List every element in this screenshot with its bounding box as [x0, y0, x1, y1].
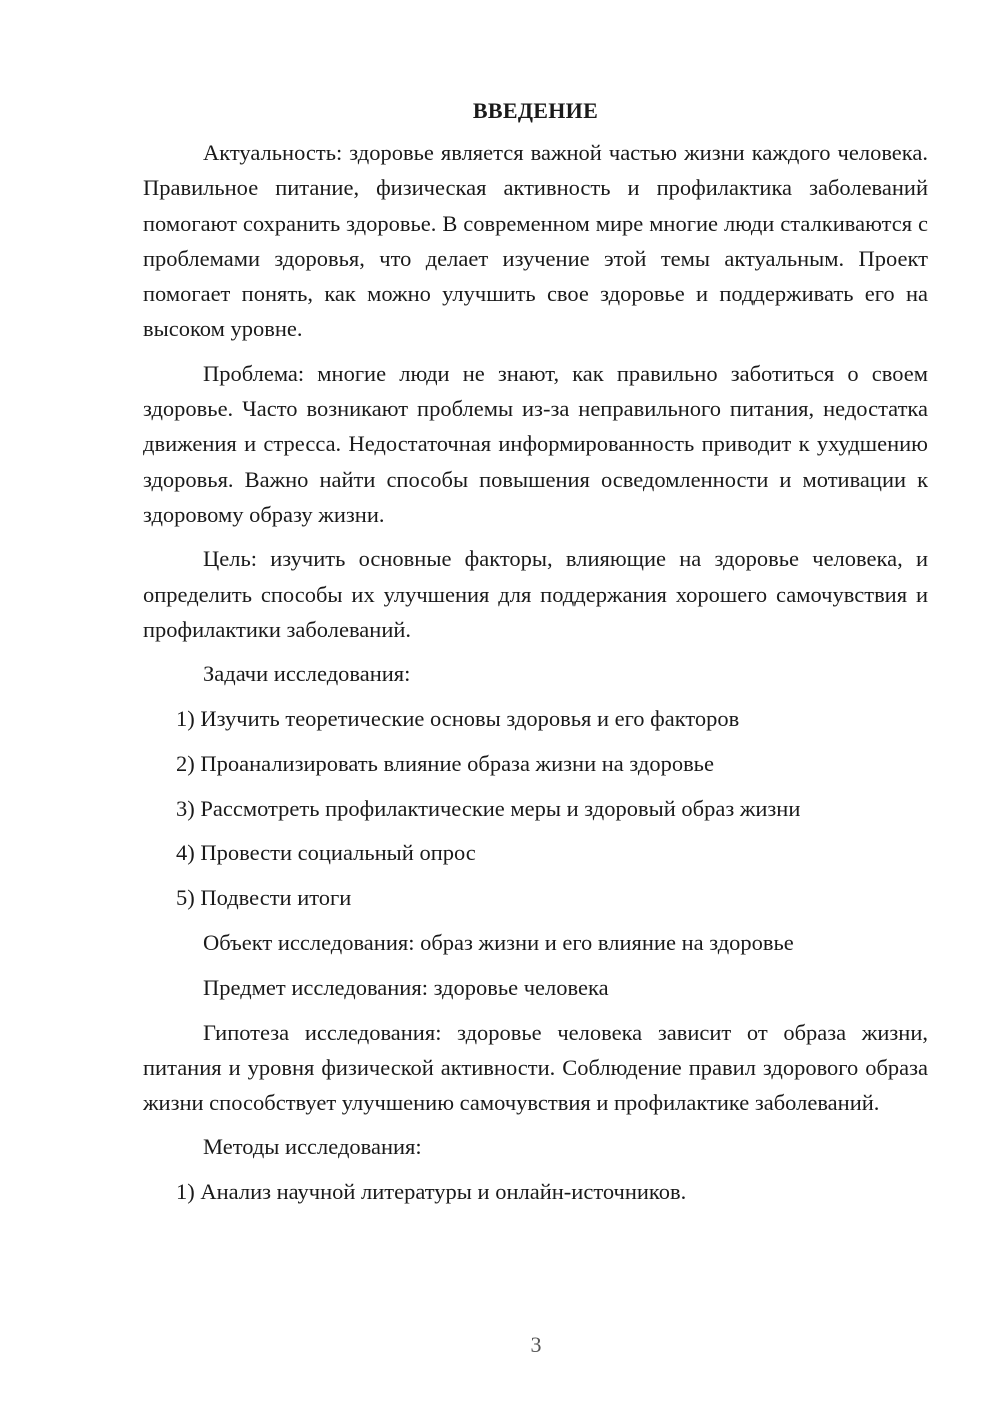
goal-paragraph: Цель: изучить основные факторы, влияющие на здоровье человека, и определить способы их улучшения для поддержания хорошего самочувствия и профилактики заболеваний.	[143, 546, 928, 642]
methods-heading: Методы исследования:	[203, 1134, 422, 1160]
page-number: 3	[530, 1332, 542, 1357]
object-line: Объект исследования: образ жизни и его влияние на здоровье	[203, 929, 794, 955]
task-item-5: 5) Подвести итоги	[176, 885, 352, 911]
task-item-4: 4) Провести социальный опрос	[176, 840, 476, 866]
section-title: ВВЕДЕНИЕ	[472, 98, 599, 123]
method-item-1: 1) Анализ научной литературы и онлайн-источников.	[176, 1179, 687, 1205]
subject-line: Предмет исследования: здоровье человека	[203, 974, 609, 1000]
task-item-1: 1) Изучить теоретические основы здоровья и его факторов	[176, 705, 740, 731]
hypothesis-paragraph: Гипотеза исследования: здоровье человека зависит от образа жизни, питания и уровня физической активности. Соблюдение правил здорового образа жизни способствует улучшению самочувствия и профилактике заболеваний.	[143, 1019, 928, 1116]
relevance-paragraph: Актуальность: здоровье является важной частью жизни каждого человека. Правильное питание, физическая активность и профилактика заболеваний помогают сохранить здоровье. В современном мире многие люди сталкиваются с проблемами здоровья, что делает изучение этой темы актуальным. Проект помогает понять, как можно улучшить свое здоровье и поддерживать его на высоком уровне.	[143, 140, 928, 342]
task-item-3: 3) Рассмотреть профилактические меры и здоровый образ жизни	[176, 795, 801, 821]
problem-paragraph: Проблема: многие люди не знают, как правильно заботиться о своем здоровье. Часто возникают проблемы из-за неправильного питания, недостатка движения и стресса. Недостаточная информированность приводит к ухудшению здоровья. Важно найти способы повышения осведомленности и мотивации к здоровому образу жизни.	[143, 360, 928, 527]
task-item-2: 2) Проанализировать влияние образа жизни на здоровье	[176, 750, 714, 776]
page-content	[143, 93, 928, 1219]
tasks-heading: Задачи исследования:	[203, 661, 411, 687]
